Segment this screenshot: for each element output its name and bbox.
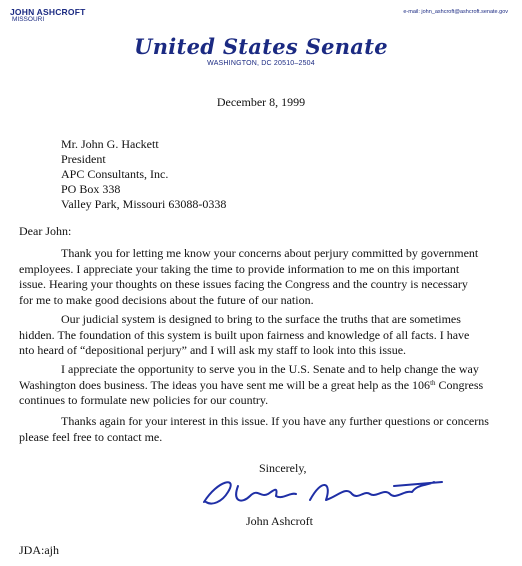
body-line: I appreciate the opportunity to serve you in the U.S. Senate and to help change the way	[61, 362, 479, 376]
salutation: Dear John:	[19, 224, 72, 238]
body-line: employees. I appreciate your taking the time to provide information to me on this important	[19, 261, 460, 276]
body-line: nto heard of “depositional perjury” and I will ask my staff to look into this issue.	[19, 343, 407, 357]
body-paragraph-1	[19, 246, 505, 308]
recipient-line: President	[61, 152, 106, 166]
body-line: Thanks again for your interest in this issue. If you have any further questions or concerns	[61, 414, 489, 428]
body-line: for me to make good decisions about the future of our nation.	[19, 292, 314, 307]
recipient-line: APC Consultants, Inc.	[61, 167, 169, 181]
body-text: Congress	[435, 377, 484, 392]
handwritten-signature	[198, 472, 448, 512]
body-line: Thank you for letting me know your concerns about perjury committed by government	[61, 246, 479, 260]
sender-state: MISSOURI	[12, 15, 45, 23]
sender-email: e-mail: john_ashcroft@ashcroft.senate.gov	[403, 9, 508, 15]
recipient-address	[61, 137, 226, 212]
signer-name: John Ashcroft	[246, 514, 313, 528]
reference-initials: JDA:ajh	[19, 543, 59, 557]
body-paragraph-3	[19, 362, 505, 409]
body-paragraph-4	[19, 414, 505, 445]
senate-letterhead-title: United States Senate	[134, 34, 388, 59]
body-paragraph-2	[19, 312, 505, 359]
body-text: Washington does business. The ideas you have sent me will be a great help as the 106	[19, 377, 431, 392]
body-line: hidden. The foundation of this system is built upon fairness and knowledge of all facts. I have	[19, 327, 470, 342]
signature-stroke	[204, 482, 442, 504]
body-line: please feel free to contact me.	[19, 429, 163, 444]
letterhead-city: WASHINGTON, DC 20510–2504	[207, 60, 315, 67]
recipient-line: Mr. John G. Hackett	[61, 137, 159, 151]
body-line: Our judicial system is designed to bring to the surface the truths that are sometimes	[61, 312, 461, 326]
body-line	[19, 378, 505, 394]
recipient-line: PO Box 338	[61, 182, 121, 196]
sender-block	[10, 8, 85, 24]
ordinal-suffix: th	[430, 378, 436, 387]
body-line: continues to formulate new policies for our country.	[19, 393, 269, 407]
recipient-line: Valley Park, Missouri 63088-0338	[61, 197, 227, 211]
letter-date: December 8, 1999	[216, 95, 306, 109]
closing: Sincerely,	[259, 461, 307, 475]
sender-name: JOHN ASHCROFT	[10, 7, 86, 17]
body-line: issue. Hearing your thoughts on these issues facing the Congress and the country is necessary	[19, 277, 468, 291]
